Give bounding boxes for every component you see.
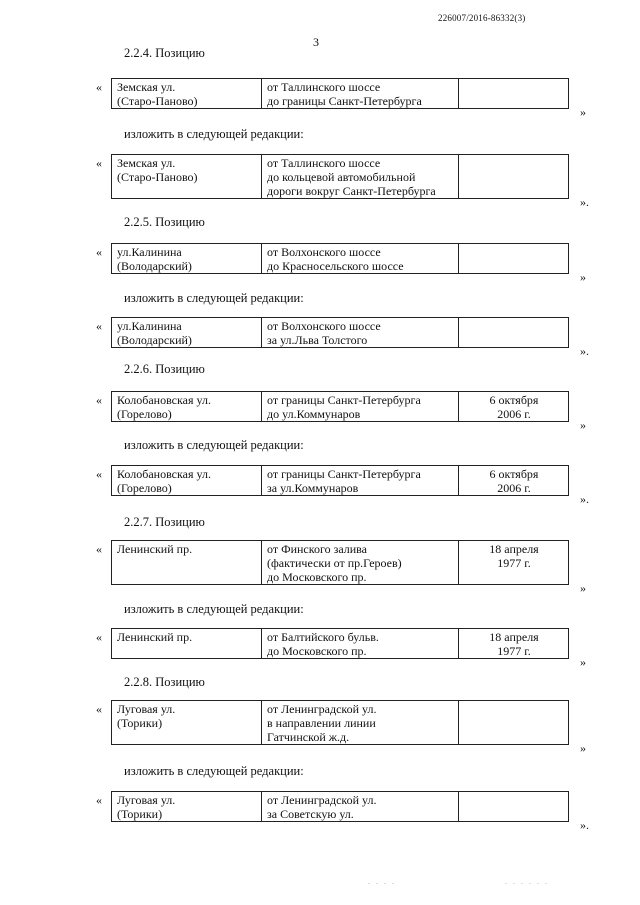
quote-open: « <box>96 542 102 556</box>
cell-line: до Красносельского шоссе <box>267 259 404 273</box>
section-heading: 2.2.7. Позицию <box>124 515 205 529</box>
cell-line: от Финского залива <box>267 542 367 556</box>
section-cell <box>262 629 459 659</box>
table-row <box>112 155 569 199</box>
cell-line: от Таллинского шоссе <box>267 80 381 94</box>
cell-line: 1977 г. <box>497 644 531 658</box>
cell-line: от Балтийского бульв. <box>267 630 379 644</box>
quote-open: « <box>96 467 102 481</box>
street-cell <box>112 792 262 822</box>
cell-line: от границы Санкт-Петербурга <box>267 467 421 481</box>
section-cell <box>262 466 459 496</box>
position-table-before <box>111 391 569 422</box>
quote-close: » <box>580 418 586 432</box>
position-table-before <box>111 243 569 274</box>
date-cell <box>459 792 569 822</box>
cell-line: Ленинский пр. <box>117 542 193 556</box>
scan-artifact: . . . . . . <box>505 877 549 886</box>
section-cell <box>262 244 459 274</box>
cell-line: Земская ул. <box>117 80 176 94</box>
table-row <box>112 792 569 822</box>
cell-line: 18 апреля <box>489 542 539 556</box>
table-row <box>112 392 569 422</box>
cell-line: (Торики) <box>117 807 163 821</box>
table-row <box>112 466 569 496</box>
quote-close: ». <box>580 195 589 209</box>
quote-open: « <box>96 80 102 94</box>
position-table-after <box>111 317 569 348</box>
street-cell <box>112 244 262 274</box>
date-cell <box>459 392 569 422</box>
cell-line: Колобановская ул. <box>117 393 211 407</box>
street-cell <box>112 392 262 422</box>
date-cell <box>459 466 569 496</box>
quote-close: » <box>580 581 586 595</box>
cell-line: 1977 г. <box>497 556 531 570</box>
cell-line: 6 октября <box>489 467 539 481</box>
revision-note: изложить в следующей редакции: <box>124 764 304 778</box>
revision-note: изложить в следующей редакции: <box>124 291 304 305</box>
quote-open: « <box>96 319 102 333</box>
cell-line: 2006 г. <box>497 407 531 421</box>
quote-close: ». <box>580 344 589 358</box>
revision-note: изложить в следующей редакции: <box>124 127 304 141</box>
table-row <box>112 244 569 274</box>
quote-close: ». <box>580 818 589 832</box>
street-cell <box>112 629 262 659</box>
cell-line: 2006 г. <box>497 481 531 495</box>
quote-open: « <box>96 793 102 807</box>
cell-line: до Московского пр. <box>267 644 367 658</box>
cell-line: за ул.Льва Толстого <box>267 333 368 347</box>
section-cell <box>262 79 459 109</box>
cell-line: до ул.Коммунаров <box>267 407 361 421</box>
quote-open: « <box>96 393 102 407</box>
table-row <box>112 79 569 109</box>
position-table-before <box>111 700 569 745</box>
cell-line: (Горелово) <box>117 407 172 421</box>
cell-line: (фактически от пр.Героев) <box>267 556 402 570</box>
date-cell <box>459 79 569 109</box>
position-table-before <box>111 78 569 109</box>
date-cell <box>459 155 569 199</box>
section-heading: 2.2.5. Позицию <box>124 215 205 229</box>
cell-line: (Торики) <box>117 716 163 730</box>
cell-line: Луговая ул. <box>117 702 176 716</box>
table-row <box>112 318 569 348</box>
cell-line: 18 апреля <box>489 630 539 644</box>
section-heading: 2.2.6. Позицию <box>124 362 205 376</box>
cell-line: (Старо-Паново) <box>117 170 198 184</box>
cell-line: Колобановская ул. <box>117 467 211 481</box>
section-cell <box>262 155 459 199</box>
cell-line: Гатчинской ж.д. <box>267 730 350 744</box>
quote-close: » <box>580 655 586 669</box>
table-row <box>112 541 569 585</box>
cell-line: от Таллинского шоссе <box>267 156 381 170</box>
street-cell <box>112 541 262 585</box>
cell-line: ул.Калинина <box>117 319 182 333</box>
street-cell <box>112 466 262 496</box>
quote-close: » <box>580 105 586 119</box>
quote-open: « <box>96 702 102 716</box>
date-cell <box>459 244 569 274</box>
position-table-after <box>111 154 569 199</box>
cell-line: (Горелово) <box>117 481 172 495</box>
street-cell <box>112 155 262 199</box>
page-number: 3 <box>313 35 319 49</box>
section-heading: 2.2.8. Позицию <box>124 675 205 689</box>
cell-line: от границы Санкт-Петербурга <box>267 393 421 407</box>
cell-line: до кольцевой автомобильной <box>267 170 416 184</box>
street-cell <box>112 318 262 348</box>
cell-line: (Володарский) <box>117 259 192 273</box>
cell-line: (Старо-Паново) <box>117 94 198 108</box>
position-table-before <box>111 540 569 585</box>
section-cell <box>262 541 459 585</box>
cell-line: до границы Санкт-Петербурга <box>267 94 422 108</box>
quote-close: ». <box>580 492 589 506</box>
table-row <box>112 701 569 745</box>
document-id: 226007/2016-86332(3) <box>438 13 526 23</box>
street-cell <box>112 79 262 109</box>
cell-line: 6 октября <box>489 393 539 407</box>
quote-open: « <box>96 245 102 259</box>
quote-close: » <box>580 741 586 755</box>
date-cell <box>459 541 569 585</box>
table-row <box>112 629 569 659</box>
cell-line: за Советскую ул. <box>267 807 354 821</box>
cell-line: в направлении линии <box>267 716 376 730</box>
cell-line: (Володарский) <box>117 333 192 347</box>
cell-line: Ленинский пр. <box>117 630 193 644</box>
cell-line: за ул.Коммунаров <box>267 481 359 495</box>
cell-line: от Ленинградской ул. <box>267 702 377 716</box>
cell-line: дороги вокруг Санкт-Петербурга <box>267 184 436 198</box>
section-cell <box>262 792 459 822</box>
quote-close: » <box>580 270 586 284</box>
street-cell <box>112 701 262 745</box>
position-table-after <box>111 628 569 659</box>
section-cell <box>262 318 459 348</box>
date-cell <box>459 629 569 659</box>
date-cell <box>459 318 569 348</box>
cell-line: ул.Калинина <box>117 245 182 259</box>
cell-line: Земская ул. <box>117 156 176 170</box>
cell-line: до Московского пр. <box>267 570 367 584</box>
cell-line: от Волхонского шоссе <box>267 319 381 333</box>
quote-open: « <box>96 156 102 170</box>
quote-open: « <box>96 630 102 644</box>
position-table-after <box>111 791 569 822</box>
scan-artifact: . . . . <box>368 877 396 886</box>
cell-line: от Ленинградской ул. <box>267 793 377 807</box>
revision-note: изложить в следующей редакции: <box>124 438 304 452</box>
cell-line: от Волхонского шоссе <box>267 245 381 259</box>
position-table-after <box>111 465 569 496</box>
cell-line: Луговая ул. <box>117 793 176 807</box>
section-cell <box>262 701 459 745</box>
section-cell <box>262 392 459 422</box>
section-heading: 2.2.4. Позицию <box>124 46 205 60</box>
revision-note: изложить в следующей редакции: <box>124 602 304 616</box>
date-cell <box>459 701 569 745</box>
